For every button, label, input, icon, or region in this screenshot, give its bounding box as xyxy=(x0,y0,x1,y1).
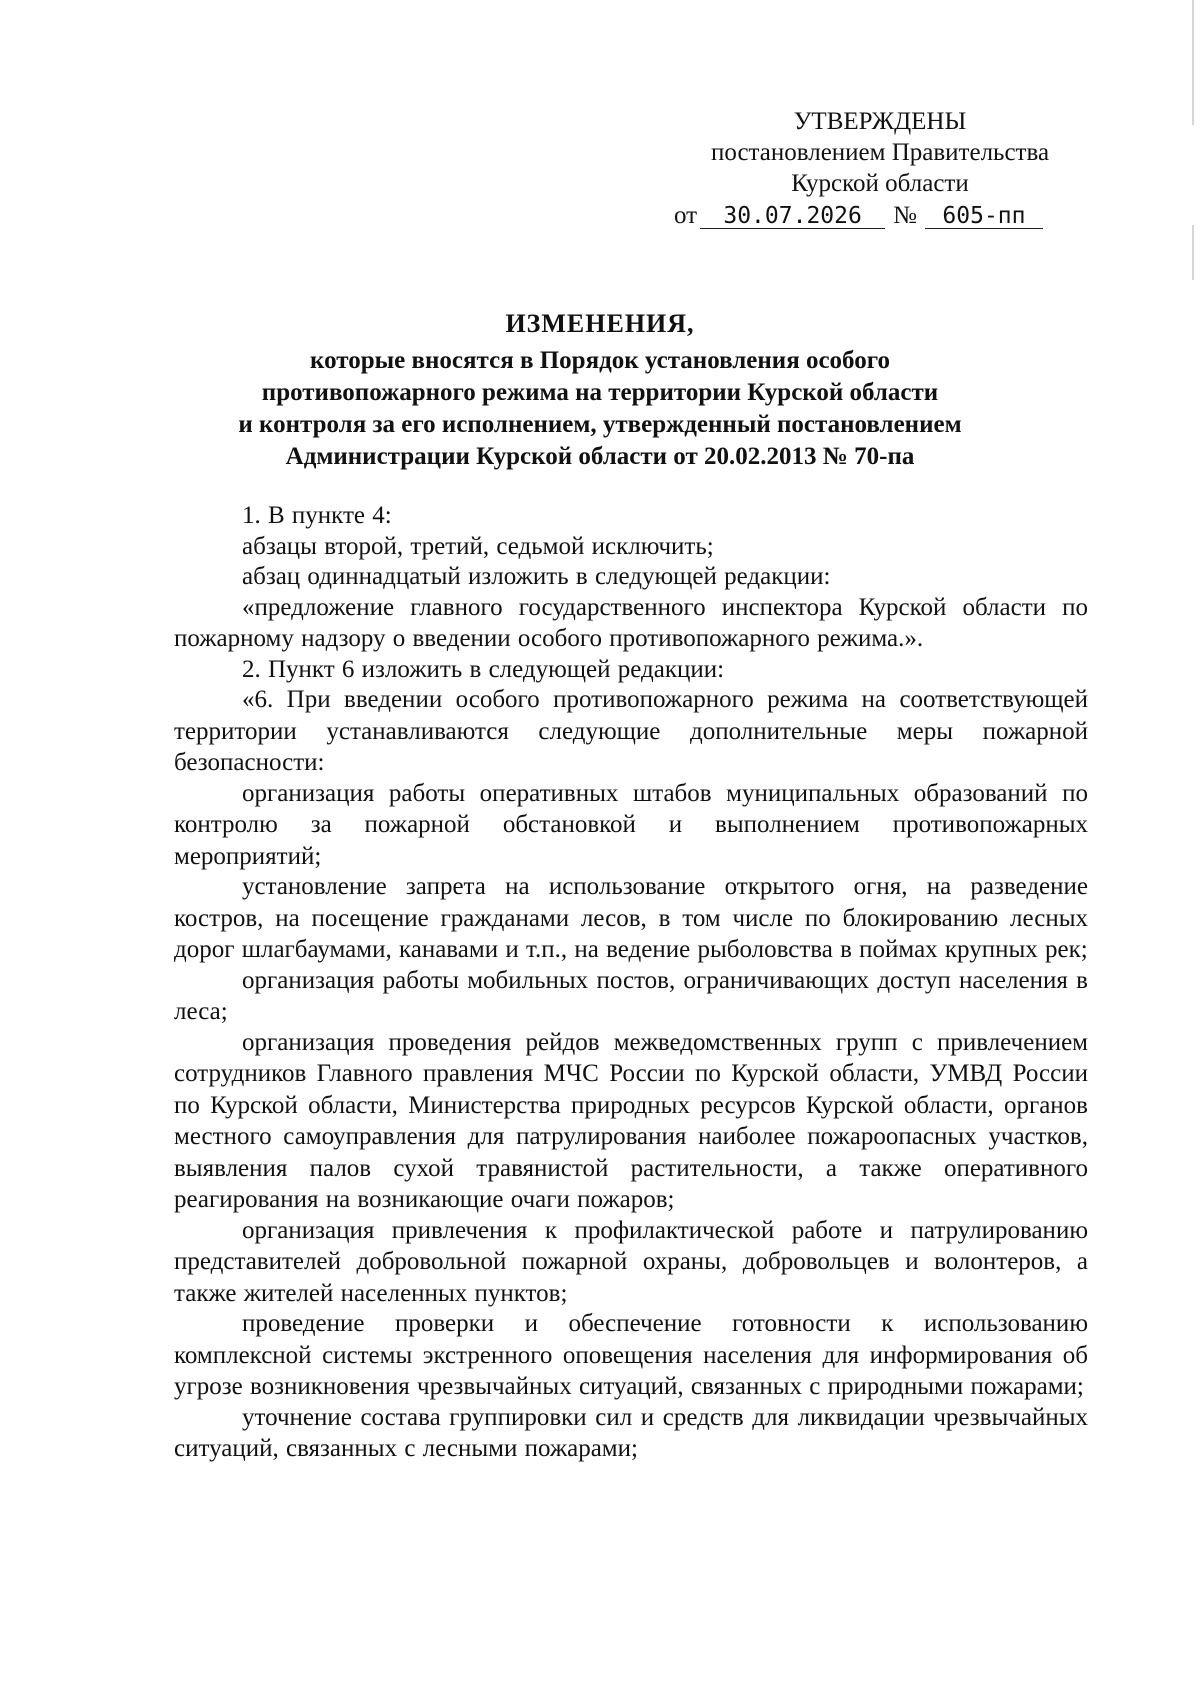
paragraph: организация работы мобильных постов, ограничивающих доступ населения в леса; xyxy=(174,966,1088,1025)
paragraph: 2. Пункт 6 изложить в следующей редакции: xyxy=(242,655,725,683)
title-line: противопожарного режима на территории Курской области xyxy=(261,379,939,406)
approval-stamp xyxy=(674,106,1080,231)
title-line: Администрации Курской области от 20.02.2013 № 70-па xyxy=(285,443,915,470)
document-title xyxy=(140,308,1060,473)
approval-date-row xyxy=(674,200,1080,231)
paragraph: установление запрета на использование открытого огня, на разведение костров, на посещение гражданами лесов, в том числе по блокированию лесных дорог шлагбаумами, канавами и т.п., на ведение рыболовства в поймах крупных рек; xyxy=(174,873,1088,963)
approved-heading: УТВЕРЖДЕНЫ xyxy=(793,108,967,135)
approval-line-2: Курской области xyxy=(791,170,969,197)
paragraph: «6. При введении особого противопожарного режима на соответствующей территории устанавливаются следующие дополнительные меры пожарной безопасности: xyxy=(174,686,1088,776)
paragraph: проведение проверки и обеспечение готовности к использованию комплексной системы экстренного оповещения населения для информирования об угрозе возникновения чрезвычайных ситуаций, связанных с природными пожарами; xyxy=(174,1310,1088,1400)
title-line: которые вносятся в Порядок установления особого xyxy=(310,347,890,374)
paragraph: «предложение главного государственного инспектора Курской области по пожарному надзору о введении особого противопожарного режима.». xyxy=(174,593,1088,652)
paragraph: организация привлечения к профилактической работе и патрулированию представителей добровольной пожарной охраны, добровольцев и волонтеров, а также жителей населенных пунктов; xyxy=(174,1216,1088,1307)
approval-line-1: постановлением Правительства xyxy=(710,139,1050,166)
scan-edge-line xyxy=(1192,225,1194,280)
approval-date: 30.07.2026 xyxy=(700,204,885,229)
paragraph: абзацы второй, третий, седьмой исключить; xyxy=(242,532,714,560)
title-main: ИЗМЕНЕНИЯ, xyxy=(505,309,695,338)
paragraph: организация проведения рейдов межведомственных групп с привлечением сотрудников Главного правления МЧС России по Курской области, УМВД России по Курской области, Министерства природных ресурсов Курской области, органов местного самоуправления для патрулирования наиболее пожароопасных участков, выявления палов сухой травянистой растительности, а также оперативного реагирования на возникающие очаги пожаров; xyxy=(174,1028,1088,1213)
paragraph: уточнение состава группировки сил и средств для ликвидации чрезвычайных ситуаций, связанных с лесными пожарами; xyxy=(174,1403,1088,1462)
scan-edge-line xyxy=(1192,0,1194,125)
title-line: и контроля за его исполнением, утвержденный постановлением xyxy=(238,411,962,438)
paragraph: 1. В пункте 4: xyxy=(242,502,392,529)
number-prefix: № xyxy=(893,202,917,229)
approval-number: 605-пп xyxy=(925,204,1043,229)
paragraph: организация работы оперативных штабов муниципальных образований по контролю за пожарной обстановкой и выполнением противопожарных мероприятий; xyxy=(174,779,1088,870)
document-body xyxy=(174,500,1088,1464)
paragraph: абзац одиннадцатый изложить в следующей редакции: xyxy=(242,563,831,590)
date-prefix: от xyxy=(674,202,698,229)
